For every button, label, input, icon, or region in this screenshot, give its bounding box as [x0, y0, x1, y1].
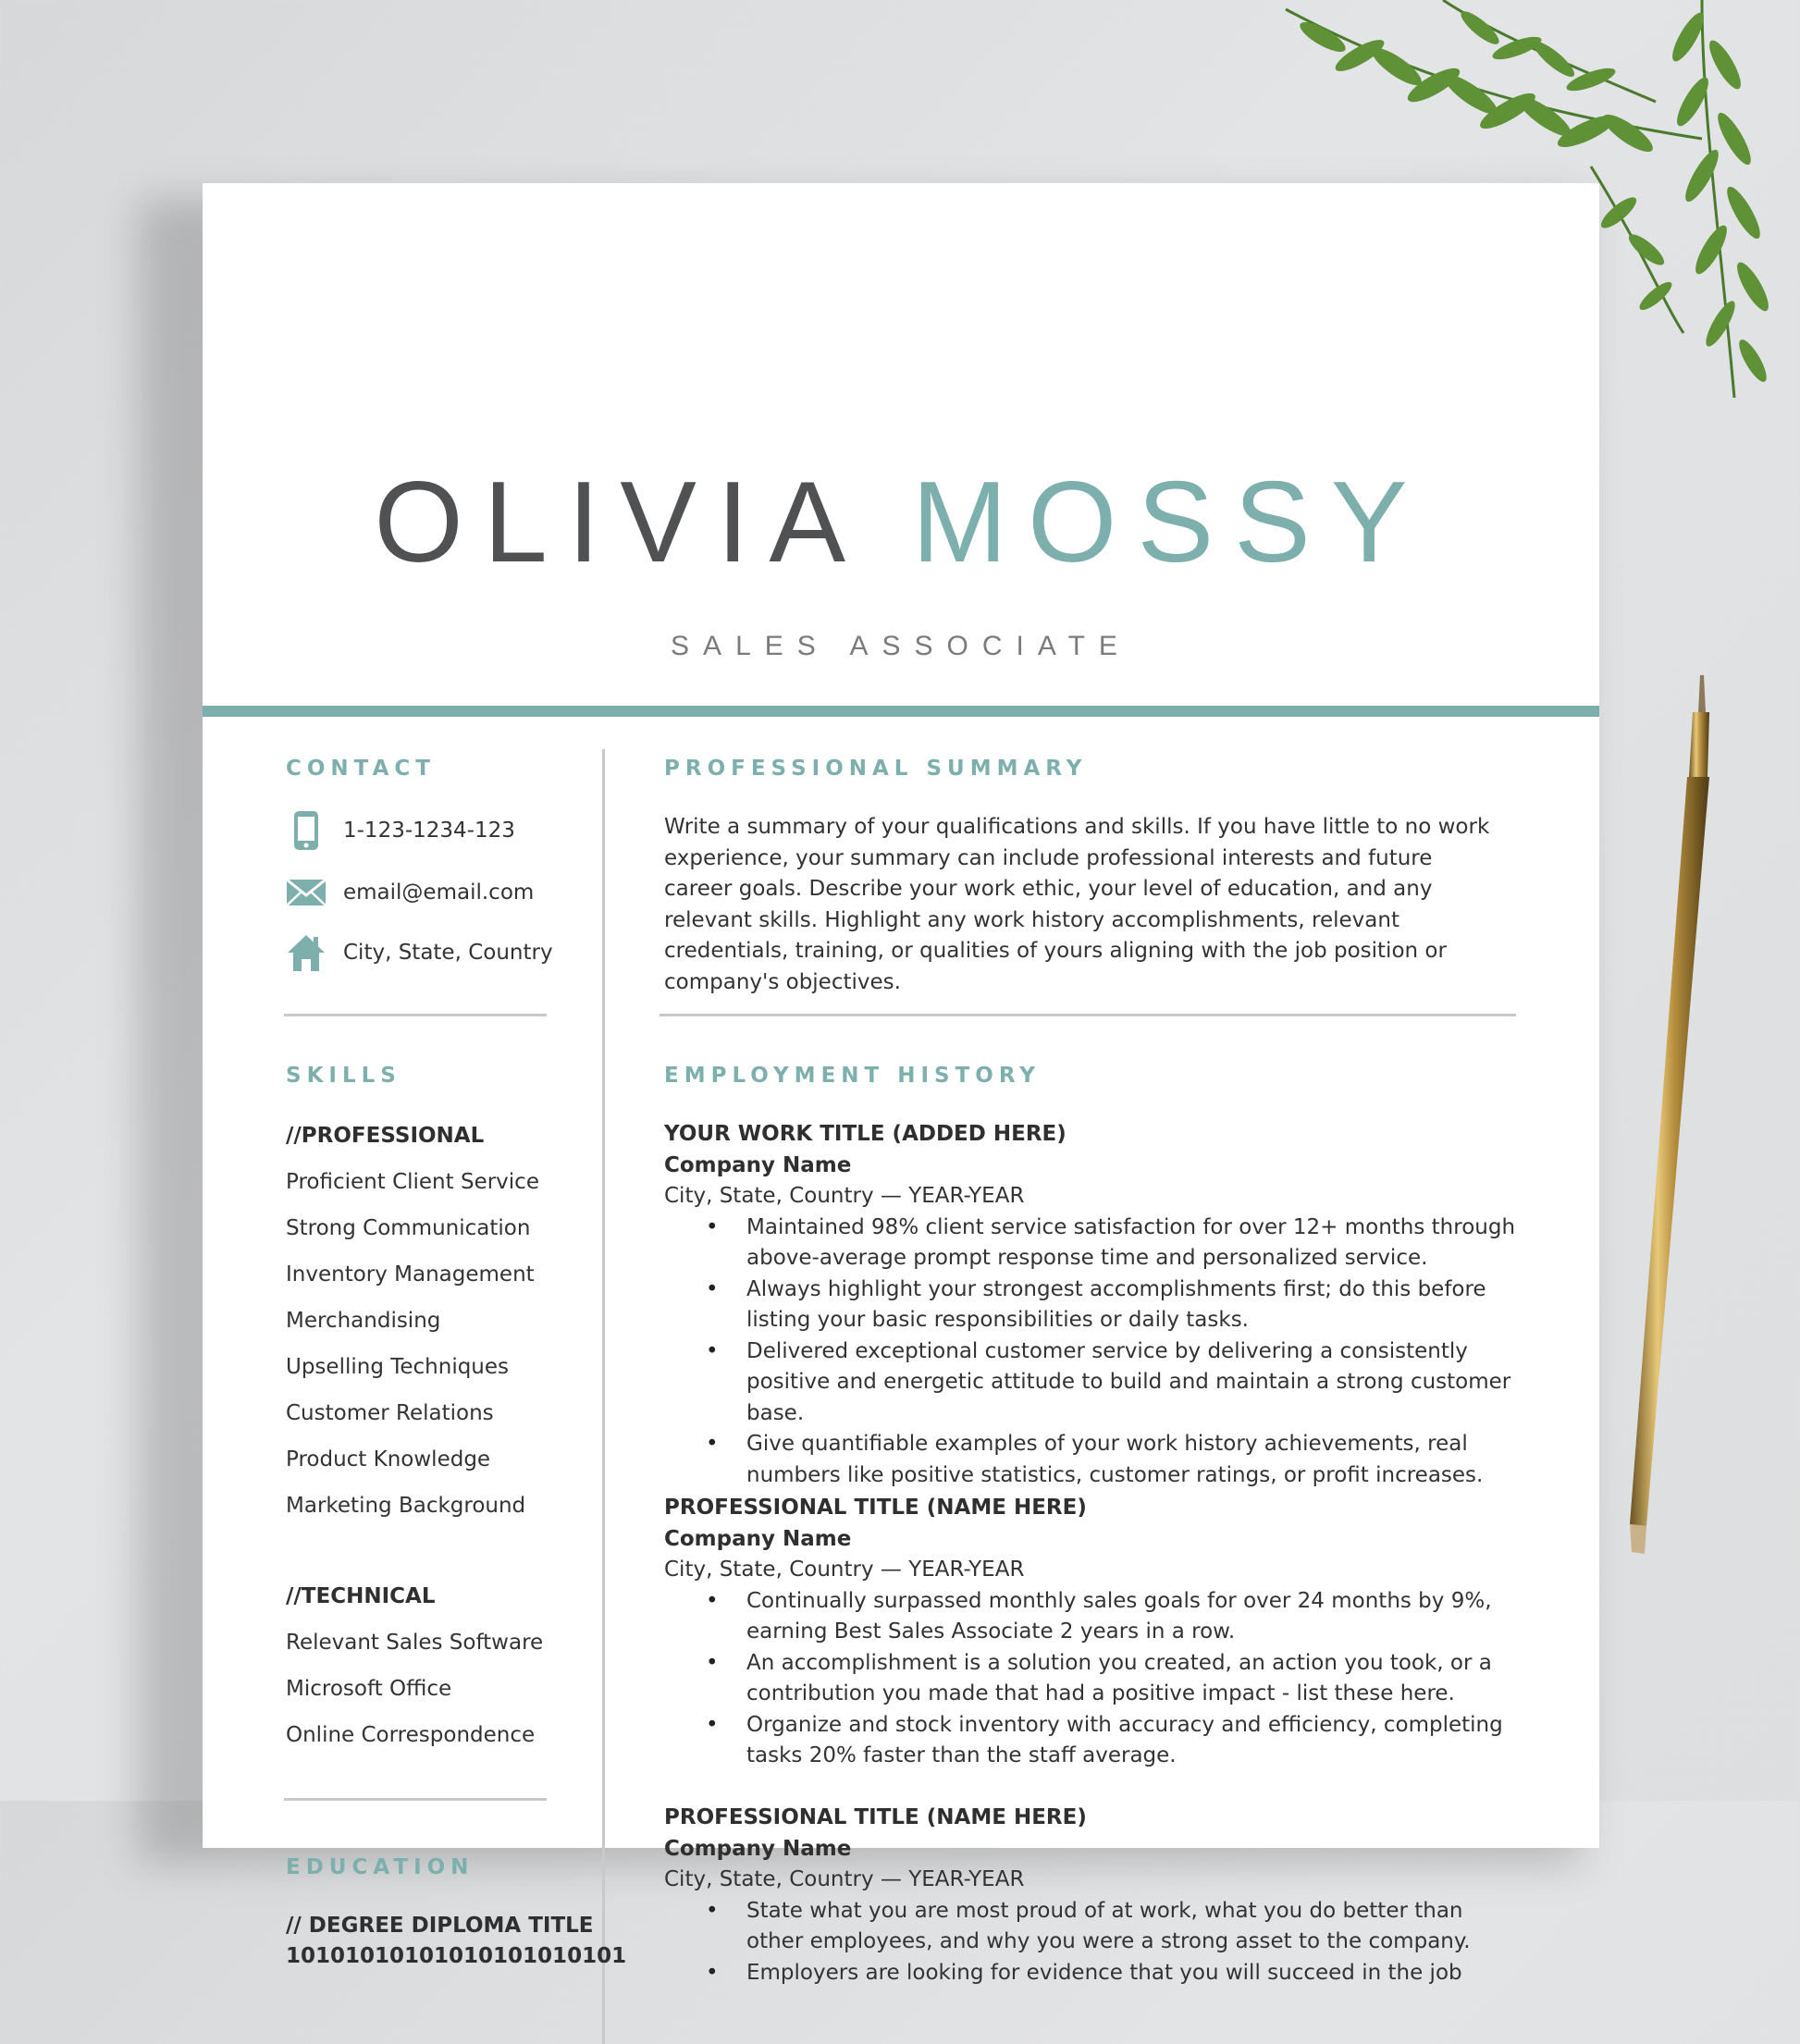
job-bullet: • An accomplishment is a solution you created, an action you took, or a contribution you made that had a positive impact - list these here. [746, 1648, 1524, 1710]
skill-item: Product Knowledge [286, 1447, 491, 1471]
contact-location: City, State, Country [343, 941, 553, 965]
job-bullet: • Delivered exceptional customer service by delivering a consistently positive and energetic attitude to build and maintain a strong customer base. [746, 1336, 1524, 1430]
job-entry-location: City, State, Country — YEAR-YEAR [664, 1184, 1025, 1208]
job-entry-title: YOUR WORK TITLE (ADDED HERE) [664, 1122, 1066, 1146]
employment-heading: EMPLOYMENT HISTORY [664, 1064, 1041, 1088]
gold-pen-decoration [1628, 675, 1711, 1563]
job-entry-bullets [664, 1586, 1524, 1772]
education-heading: EDUCATION [286, 1855, 475, 1879]
job-entry-company: Company Name [664, 1152, 852, 1177]
contact-email: email@email.com [343, 880, 535, 905]
job-bullet: • Always highlight your strongest accomplishments first; do this before listing your basic responsibilities or daily tasks. [746, 1274, 1524, 1336]
first-name: OLIVIA [374, 459, 860, 586]
contact-heading: CONTACT [286, 757, 436, 781]
contact-location-row [286, 932, 553, 973]
summary-text: Write a summary of your qualifications and skills. If you have little to no work experience, your summary can include professional interests and future career goals. Describe your work ethic, your level of education, and any relevant skills. Highlight any work history accomplishments, relevant credentials, training, or qualities of yours aligning with the job position or company's objectives. [664, 815, 1490, 994]
job-title: SALES ASSOCIATE [671, 631, 1131, 661]
professional-skills-label: //PROFESSIONAL [286, 1124, 485, 1148]
skill-item: Inventory Management [286, 1262, 535, 1287]
skill-item: Marketing Background [286, 1494, 526, 1518]
skill-item: Merchandising [286, 1309, 441, 1333]
contact-phone: 1-123-1234-123 [343, 819, 515, 843]
job-entry-company: Company Name [664, 1526, 852, 1551]
job-bullet: • Give quantifiable examples of your work history achievements, real numbers like positive statistics, customer ratings, or profit increases. [746, 1429, 1524, 1491]
job-entry-location: City, State, Country — YEAR-YEAR [664, 1558, 1025, 1582]
job-entry-company: Company Name [664, 1836, 852, 1861]
candidate-name [203, 459, 1599, 586]
skill-item: Strong Communication [286, 1216, 531, 1240]
job-entry [664, 1493, 1524, 1772]
job-bullet: • Organize and stock inventory with accuracy and efficiency, completing tasks 20% faster than the staff average. [746, 1710, 1524, 1772]
column-divider [602, 749, 605, 2044]
summary-divider [660, 1014, 1516, 1016]
home-icon [286, 932, 327, 973]
technical-skills-list [286, 1619, 543, 1758]
phone-icon [286, 810, 327, 851]
job-bullet: • Employers are looking for evidence that you will succeed in the job [746, 1958, 1524, 1989]
job-bullet: • Maintained 98% client service satisfaction for over 12+ months through above-average prompt response time and personalized service. [746, 1213, 1524, 1274]
header-divider [203, 706, 1599, 717]
job-bullet: • State what you are most proud of at work, what you do better than other employees, and why you were a strong asset to the company. [746, 1896, 1524, 1958]
summary-heading: PROFESSIONAL SUMMARY [664, 757, 1088, 781]
job-entry-bullets [664, 1896, 1524, 1989]
email-icon [286, 872, 327, 913]
job-entry-bullets [664, 1213, 1524, 1492]
job-entry [664, 1803, 1524, 1989]
resume-page [203, 183, 1599, 1985]
skill-item: Proficient Client Service [286, 1170, 539, 1194]
education-degree: // DEGREE DIPLOMA TITLE [286, 1914, 594, 1938]
contact-divider [284, 1014, 547, 1016]
contact-email-row [286, 872, 534, 913]
job-entry-title: PROFESSIONAL TITLE (NAME HERE) [664, 1805, 1087, 1829]
job-entry-location: City, State, Country — YEAR-YEAR [664, 1867, 1025, 1891]
skill-item: Customer Relations [286, 1401, 494, 1425]
contact-phone-row [286, 810, 515, 851]
skill-item: Upselling Techniques [286, 1355, 510, 1379]
job-entry-title: PROFESSIONAL TITLE (NAME HERE) [664, 1496, 1087, 1520]
technical-skills-label: //TECHNICAL [286, 1584, 436, 1608]
last-name: MOSSY [911, 459, 1428, 586]
skills-heading: SKILLS [286, 1064, 401, 1088]
skills-divider [284, 1798, 547, 1801]
skill-item: Online Correspondence [286, 1723, 536, 1747]
skill-item: Relevant Sales Software [286, 1631, 544, 1655]
education-years: 10101010101010101010101 [286, 1944, 627, 1968]
job-entry [664, 1119, 1524, 1491]
skill-item: Microsoft Office [286, 1677, 452, 1701]
professional-skills-list [286, 1159, 539, 1529]
job-bullet: • Continually surpassed monthly sales goals for over 24 months by 9%, earning Best Sales Associate 2 years in a row. [746, 1586, 1524, 1648]
